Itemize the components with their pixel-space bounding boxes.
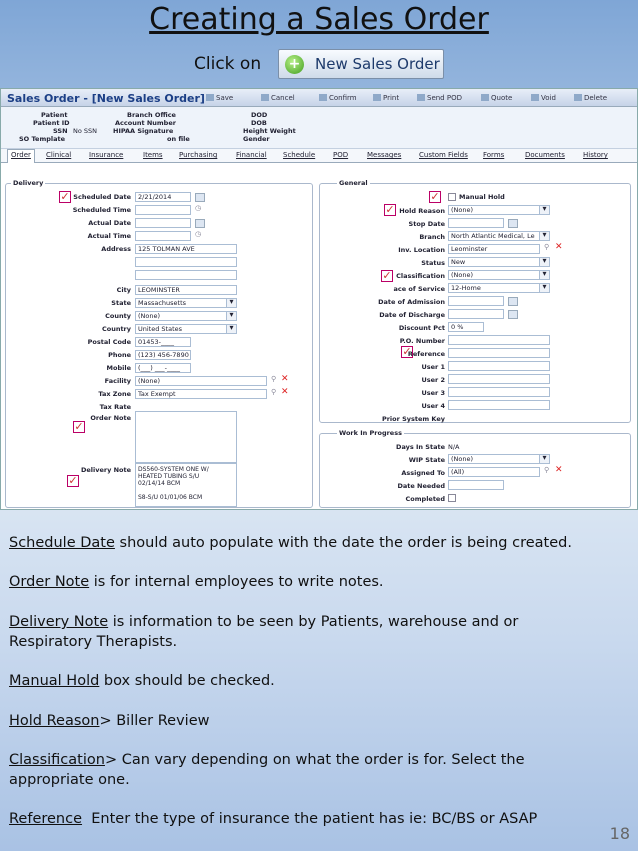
search-icon[interactable]: ⚲	[271, 388, 277, 396]
scheduled-time-input[interactable]	[135, 205, 191, 215]
delivery-note-line: 02/14/14 BCM	[138, 480, 181, 487]
po-number-label: P.O. Number	[399, 337, 445, 345]
country-select[interactable]: United States ▾	[135, 324, 237, 334]
tab-bar	[1, 149, 637, 163]
order-note-checkmark: ✓	[74, 420, 84, 433]
actual-date-input[interactable]	[135, 218, 191, 228]
inv-location-label: Inv. Location	[398, 246, 445, 254]
branch-office-label: Branch Office	[127, 111, 176, 119]
user3-input[interactable]	[448, 387, 550, 397]
clear-icon[interactable]: ✕	[555, 465, 563, 475]
user4-input[interactable]	[448, 400, 550, 410]
dob-label: DOB	[251, 119, 267, 127]
stop-date-label: Stop Date	[408, 220, 445, 228]
actual-time-label: Actual Time	[87, 232, 131, 240]
note-text: is information to be seen by Patients, warehouse and or Respiratory Therapists.	[9, 614, 519, 650]
tax-zone-input[interactable]: Tax Exempt	[135, 389, 267, 399]
reference-label: Reference	[407, 350, 445, 358]
order-note-label: Order Note	[90, 414, 131, 422]
toolbar-confirm[interactable]: Confirm	[319, 94, 357, 102]
tab-schedule[interactable]: Schedule	[283, 151, 316, 159]
note-hold-reason	[9, 711, 629, 731]
note-text: is for internal employees to write notes.	[89, 574, 384, 590]
new-sales-order-button[interactable]	[278, 49, 444, 79]
sales-order-screenshot	[0, 88, 638, 510]
note-text: should auto populate with the date the order is being created.	[114, 535, 572, 551]
date-admission-input[interactable]	[448, 296, 504, 306]
toolbar-delete[interactable]: Delete	[574, 94, 607, 102]
note-term: Schedule Date	[9, 535, 115, 551]
phone-input[interactable]: (123) 456-7890	[135, 350, 191, 360]
wip-state-select[interactable]: (None) ▾	[448, 454, 550, 464]
facility-input[interactable]: (None)	[135, 376, 267, 386]
toolbar-void[interactable]: Void	[531, 94, 556, 102]
tab-documents[interactable]: Documents	[525, 151, 565, 159]
user3-label: User 3	[421, 389, 445, 397]
date-needed-label: Date Needed	[397, 482, 445, 490]
note-text: > Biller Review	[99, 713, 210, 729]
clock-icon[interactable]: ◷	[195, 230, 202, 238]
delivery-note-line	[138, 487, 234, 494]
tab-clinical[interactable]: Clinical	[46, 151, 72, 159]
toolbar-print[interactable]: Print	[373, 94, 399, 102]
address-label: Address	[101, 245, 131, 253]
reference-input[interactable]	[448, 348, 550, 358]
general-group-label: General	[339, 179, 368, 187]
note-term: Order Note	[9, 574, 90, 590]
wip-group-label: Work In Progress	[339, 429, 402, 437]
note-term: Classification	[9, 752, 105, 768]
delivery-note-line: HEATED TUBING S/U	[138, 473, 200, 480]
status-select[interactable]: New ▾	[448, 257, 550, 267]
new-sales-order-label: New Sales Order	[315, 55, 440, 73]
tab-order[interactable]: Order	[7, 149, 35, 163]
hold-reason-label: Hold Reason	[399, 207, 445, 215]
city-input[interactable]: LEOMINSTER	[135, 285, 237, 295]
slide-title: Creating a Sales Order	[149, 2, 489, 37]
mobile-label: Mobile	[106, 364, 131, 372]
branch-label: Branch	[419, 233, 445, 241]
page-number: 18	[609, 824, 630, 843]
patient-info-header	[1, 107, 637, 149]
mobile-input[interactable]: (___) ___-____	[135, 363, 191, 373]
postal-code-label: Postal Code	[87, 338, 131, 346]
branch-select[interactable]: North Atlantic Medical, Le ▾	[448, 231, 550, 241]
phone-label: Phone	[108, 351, 131, 359]
city-label: City	[116, 286, 131, 294]
tab-messages[interactable]: Messages	[367, 151, 402, 159]
patient-id-label: Patient ID	[33, 119, 70, 127]
toolbar-cancel[interactable]: Cancel	[261, 94, 295, 102]
discount-pct-label: Discount Pct	[398, 324, 445, 332]
account-number-label: Account Number	[115, 119, 176, 127]
date-admission-label: Date of Admission	[378, 298, 445, 306]
tab-items[interactable]: Items	[143, 151, 163, 159]
tab-financial[interactable]: Financial	[236, 151, 267, 159]
actual-date-label: Actual Date	[88, 219, 131, 227]
delivery-note-label: Delivery Note	[80, 466, 131, 474]
clear-icon[interactable]: ✕	[555, 242, 563, 252]
days-in-state-label: Days In State	[396, 443, 445, 451]
search-icon[interactable]: ⚲	[271, 375, 277, 383]
date-discharge-input[interactable]	[448, 309, 504, 319]
address-line-1[interactable]: 125 TOLMAN AVE	[135, 244, 237, 254]
state-label: State	[111, 299, 131, 307]
tax-zone-label: Tax Zone	[98, 390, 131, 398]
hold-reason-checkmark: ✓	[385, 203, 395, 216]
gender-label: Gender	[243, 135, 270, 143]
toolbar-quote[interactable]: Quote	[481, 94, 512, 102]
note-schedule-date	[9, 533, 629, 553]
date-needed-input[interactable]	[448, 480, 504, 490]
scheduled-time-label: Scheduled Time	[72, 206, 131, 214]
county-label: County	[105, 312, 131, 320]
patient-label: Patient	[41, 111, 68, 119]
note-delivery-note	[9, 612, 599, 652]
assigned-to-label: Assigned To	[401, 469, 445, 477]
completed-label: Completed	[405, 495, 445, 503]
address-line-2[interactable]	[135, 257, 237, 267]
note-text: > Can vary depending on what the order is for. Select the appropriate one.	[9, 752, 525, 788]
country-label: Country	[101, 325, 131, 333]
note-text: Enter the type of insurance the patient has ie: BC/BS or ASAP	[82, 811, 538, 827]
completed-checkbox[interactable]	[448, 494, 456, 502]
delivery-group-label: Delivery	[13, 179, 44, 187]
manual-hold-label: Manual Hold	[459, 193, 505, 201]
manual-hold-checkbox[interactable]	[448, 193, 456, 201]
user2-input[interactable]	[448, 374, 550, 384]
classification-checkmark: ✓	[382, 269, 392, 282]
tab-purchasing[interactable]: Purchasing	[179, 151, 218, 159]
dod-label: DOD	[251, 111, 268, 119]
reference-checkmark: ✓	[402, 345, 412, 358]
note-term: Manual Hold	[9, 673, 100, 689]
note-text: box should be checked.	[99, 673, 275, 689]
tab-history[interactable]: History	[583, 151, 608, 159]
search-icon[interactable]: ⚲	[544, 466, 550, 474]
assigned-to-input[interactable]: (All)	[448, 467, 540, 477]
calendar-icon[interactable]	[508, 310, 518, 319]
toolbar-send-pod[interactable]: Send POD	[417, 94, 462, 102]
user2-label: User 2	[421, 376, 445, 384]
county-select[interactable]: (None) ▾	[135, 311, 237, 321]
clock-icon[interactable]: ◷	[195, 204, 202, 212]
calendar-icon[interactable]	[508, 219, 518, 228]
po-number-input[interactable]	[448, 335, 550, 345]
tab-insurance[interactable]: Insurance	[89, 151, 124, 159]
ssn-label: SSN	[53, 127, 68, 135]
status-label: Status	[421, 259, 445, 267]
facility-label: Facility	[104, 377, 131, 385]
days-in-state-value: N/A	[448, 443, 460, 451]
tab-custom-fields[interactable]: Custom Fields	[419, 151, 468, 159]
tab-forms[interactable]: Forms	[483, 151, 505, 159]
date-discharge-label: Date of Discharge	[379, 311, 445, 319]
prior-system-key-label: Prior System Key	[381, 415, 445, 423]
delivery-note-line: DS560-SYSTEM ONE W/	[138, 466, 209, 473]
discount-pct-input[interactable]: 0 %	[448, 322, 484, 332]
note-classification	[9, 750, 609, 790]
actual-time-input[interactable]	[135, 231, 191, 241]
delivery-note-line: S8-S/U 01/01/06 BCM	[138, 494, 203, 501]
inv-location-input[interactable]: Leominster	[448, 244, 540, 254]
search-icon[interactable]: ⚲	[544, 243, 550, 251]
stop-date-input[interactable]	[448, 218, 504, 228]
hold-reason-select[interactable]: (None) ▾	[448, 205, 550, 215]
clear-icon[interactable]: ✕	[281, 387, 289, 397]
order-note-textarea[interactable]	[135, 411, 237, 463]
calendar-icon[interactable]	[508, 297, 518, 306]
user1-label: User 1	[421, 363, 445, 371]
window-titlebar	[1, 89, 637, 107]
delivery-note-textarea[interactable]	[135, 463, 237, 507]
ssn-value: No SSN	[73, 127, 98, 135]
add-icon: +	[285, 55, 304, 74]
note-term: Reference	[9, 811, 83, 827]
window-title: Sales Order - [New Sales Order]	[7, 92, 205, 105]
note-order-note	[9, 572, 629, 592]
postal-code-input[interactable]: 01453-____	[135, 337, 191, 347]
place-of-service-select[interactable]: 12-Home ▾	[448, 283, 550, 293]
classification-select[interactable]: (None) ▾	[448, 270, 550, 280]
tax-rate-label: Tax Rate	[99, 403, 131, 411]
on-file-label: on file	[167, 135, 190, 143]
calendar-icon[interactable]	[195, 193, 205, 202]
note-term: Hold Reason	[9, 713, 100, 729]
click-on-label: Click on	[194, 54, 262, 74]
user1-input[interactable]	[448, 361, 550, 371]
address-line-3[interactable]	[135, 270, 237, 280]
delivery-note-checkmark: ✓	[68, 474, 78, 487]
place-of-service-label: ace of Service	[393, 285, 445, 293]
tab-pod[interactable]: POD	[333, 151, 349, 159]
so-template-label: SO Template	[19, 135, 66, 143]
scheduled-date-checkmark: ✓	[60, 190, 70, 203]
scheduled-date-label: Scheduled Date	[73, 193, 131, 201]
hipaa-label: HIPAA Signature	[113, 127, 174, 135]
state-select[interactable]: Massachusetts ▾	[135, 298, 237, 308]
scheduled-date-input[interactable]: 2/21/2014	[135, 192, 191, 202]
classification-label: Classification	[396, 272, 445, 280]
toolbar-save[interactable]: Save	[206, 94, 233, 102]
note-term: Delivery Note	[9, 614, 109, 630]
wip-state-label: WIP State	[408, 456, 445, 464]
manual-hold-checkmark: ✓	[430, 190, 440, 203]
clear-icon[interactable]: ✕	[281, 374, 289, 384]
note-manual-hold	[9, 671, 629, 691]
user4-label: User 4	[421, 402, 445, 410]
note-reference	[9, 809, 609, 829]
calendar-icon[interactable]	[195, 219, 205, 228]
height-weight-label: Height Weight	[243, 127, 296, 135]
